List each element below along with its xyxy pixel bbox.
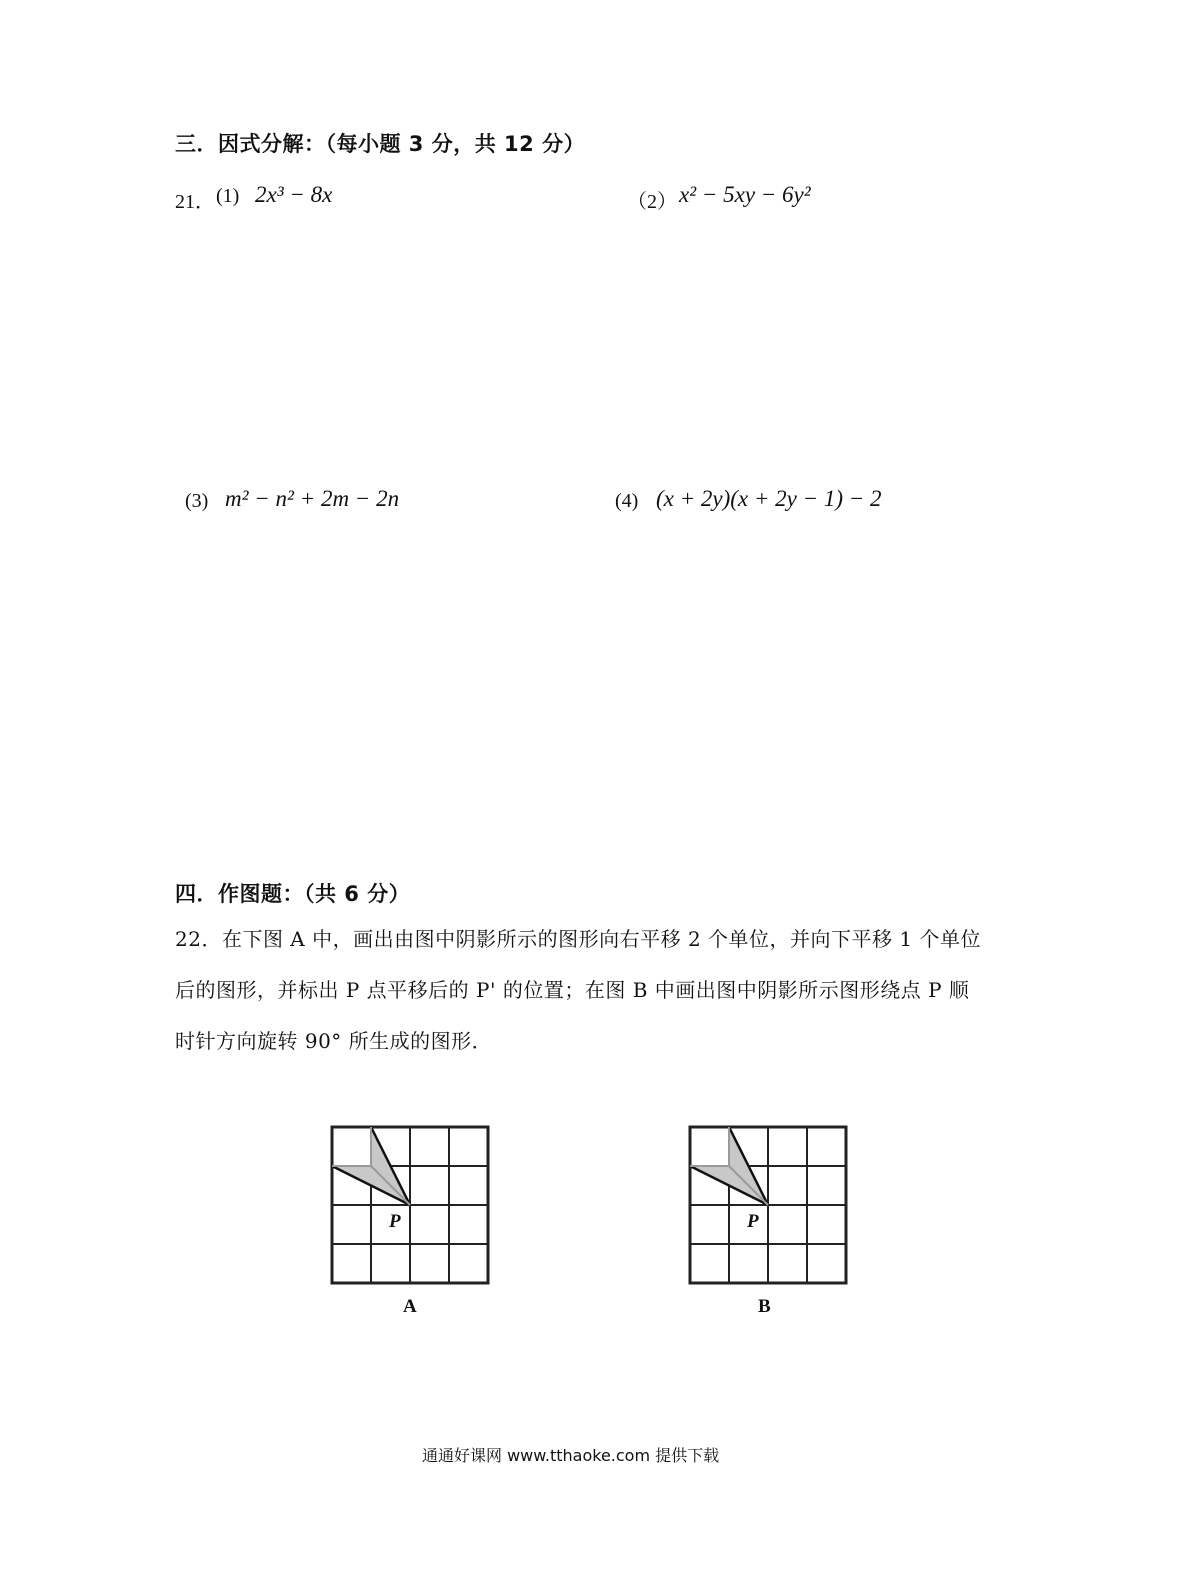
question-21-part-4-label: (4) (615, 490, 639, 512)
question-21-part-3-expression: m² − n² + 2m − 2n (225, 486, 400, 511)
question-21-part-2-label: （2） (627, 191, 677, 213)
question-22-line-2: 后的图形，并标出 P 点平移后的 P' 的位置；在图 B 中画出图中阴影所示图形绕点 P 顺 (175, 978, 970, 1002)
figure-a-caption: A (403, 1296, 417, 1317)
grid-figure-a (330, 1125, 490, 1285)
point-p-label: P (389, 1211, 401, 1232)
question-21-number: 21． (175, 191, 215, 213)
question-21-part-4-expression: (x + 2y)(x + 2y − 1) − 2 (656, 486, 882, 511)
question-21-part-3-label: (3) (185, 490, 209, 512)
question-22-line-3: 时针方向旋转 90° 所生成的图形． (175, 1029, 493, 1053)
question-22-line-1: 22．在下图 A 中，画出由图中阴影所示的图形向右平移 2 个单位，并向下平移 1 个单位 (175, 927, 981, 951)
question-21-part-1-label: (1) (216, 185, 240, 207)
section-3-title: 三．因式分解：（每小题 3 分，共 12 分） (175, 132, 586, 156)
question-21-part-1-expression: 2x³ − 8x (255, 182, 333, 207)
section-4-title: 四．作图题：（共 6 分） (175, 882, 411, 906)
question-21-part-2-expression: x² − 5xy − 6y² (679, 182, 811, 207)
figure-b-caption: B (758, 1296, 771, 1317)
page-footer: 通通好课网 www.tthaoke.com 提供下载 (422, 1446, 720, 1465)
point-p-label: P (747, 1211, 759, 1232)
grid-figure-b (688, 1125, 848, 1285)
